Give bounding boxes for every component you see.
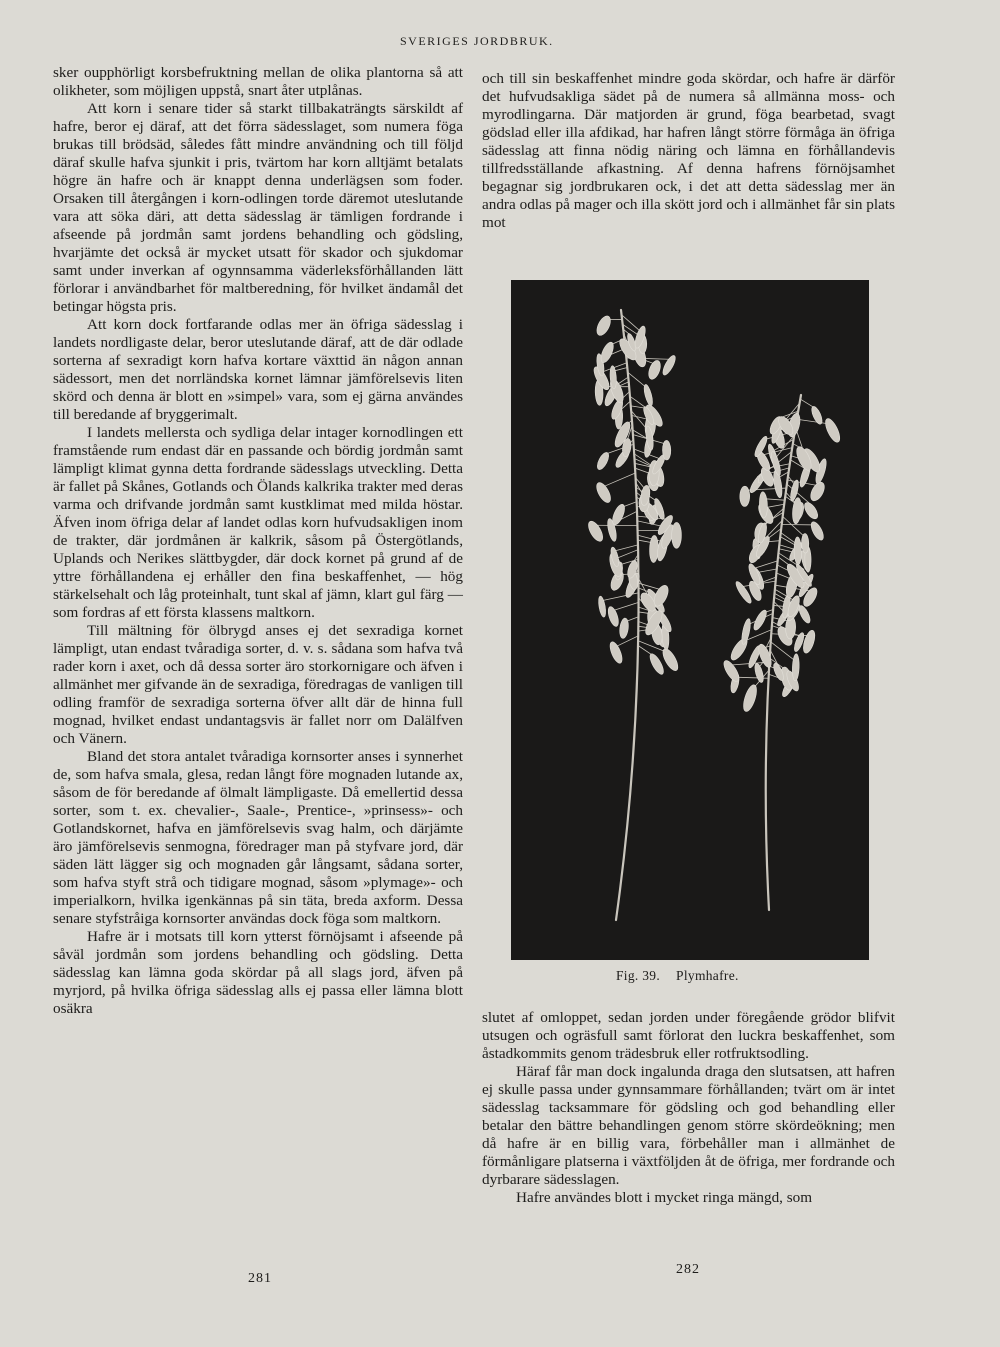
page-number-right: 282 xyxy=(676,1262,700,1277)
running-head: SVERIGES JORDBRUK. xyxy=(400,34,554,48)
oat-spikelet xyxy=(740,486,750,506)
figure-caption xyxy=(616,968,755,984)
paragraph: Att korn dock fortfarande odlas mer än öfriga sädesslag i landets nordligaste delar, beror uteslutande däraf, att de där odlade sorterna af sexradigt korn hafva kortare växttid än någon annan sädessort, men det norrländska kornet lämnar jämförelsevis liten skörd och denna är blott en »simpel» vara, som ej gärna användes till beredande af bryggerimalt. xyxy=(53,316,463,423)
figure-number: Fig. 39. xyxy=(616,968,661,983)
paragraph: Till mältning för ölbrygd anses ej det sexradiga kornet lämpligt, utan endast tvåradiga sorter, d. v. s. sådana som hafva två rader korn i axet, och då dessa sorter äro storkornigare och äfven i allmänhet mer gifvande än de sexradiga, föredragas de vanligen till odling framför de sexradiga sorterna öfver allt där de hinna full mognad, hvilket endast undantagsvis är fallet norr om Dalälfven och Vänern. xyxy=(53,622,463,747)
oat-plant-photograph xyxy=(511,280,869,960)
paragraph: Hafre är i motsats till korn ytterst förnöjsamt i afseende på såväl jordmån som jordens behandling och gödsling. Detta sädesslag kan lämna goda skördar på all slags jord, äfven på myrjord, på hvilka öfriga sädesslag alls ej passa eller lämna blott osäkra xyxy=(53,928,463,1017)
left-text-column xyxy=(53,64,463,1018)
oat-spikelet xyxy=(672,522,682,548)
paragraph: Bland det stora antalet tvåradiga kornsorter anses i synnerhet de, som hafva smala, glesa, redan långt före mognaden lutande ax, såsom de för beredande af ölmalt lämpligaste. Då emellertid dessa sorter, som t. ex. chevalier-, Saale-, Prentice-, »prinsess»- och Gotlandskornet, hafva en jämförelsevis svag halm, och därjämte äro jämförelsevis senmogna, föredrager man på styfvare jord, där säden lätt lägger sig och mognaden går långsamt, sådana sorter, som hafva styft strå och tidigare mognad, såsom »plymage»- och imperialkorn, hvilka igenkännas på sin täta, breda axform. Dessa senare styfstråiga kornsorter användas dock föga som maltkorn. xyxy=(53,748,463,927)
oat-spikelet xyxy=(662,440,671,460)
paragraph: slutet af omloppet, sedan jorden under föregående grödor blifvit utsugen och ogräsfull samt förlorat den luckra beskaffenhet, som åstadkommits genom trädesbruk eller rotfruktsodling. xyxy=(482,1009,895,1062)
paragraph: Att korn i senare tider så starkt tillbakaträngts särskildt af hafre, beror ej däraf, att det förra sädesslaget, som numera föga brukas till brödsäd, således fått mindre användning och till följd däraf skulle hafva sjunkit i pris, tvärtom har korn alltjämt betalats högre än hafre och är knappt denna underlägsen som foder. Orsaken till återgången i korn-odlingen torde däremot uteslutande vara att söka däri, att detta sädesslag är tämligen fordrande i afseende på jordmån samt jordens behandling och gödsling, hvarjämte det också är mycket utsatt för skador och sjukdomar samt under inverkan af ogynnsamma väderleksförhållanden lätt förlorar i användbarhet för maltberedning, för hvilket ändamål det betingar högsta pris. xyxy=(53,100,463,315)
right-text-column-bottom xyxy=(482,1009,895,1207)
paragraph: Hafre användes blott i mycket ringa mängd, som xyxy=(516,1189,813,1206)
paragraph: I landets mellersta och sydliga delar intager kornodlingen ett framstående rum endast där en passande och bördig jordmån samt lämpligt klimat gynna detta fordrande sädesslags utveckling. Detta är fallet på Skånes, Gotlands och Ölands kalkrika trakter med deras varma och drifvande jordmån samt kustklimat med milda höstar. Äfven inom öfriga delar af landet odlas korn hufvudsakligen inom de trakter, där jordmånen är kalkrik, såsom på Östergötlands, Uplands och Nerikes slättbygder, där dock kornet på grund af de yttre förhållandena ej erhåller den fina beskaffenhet, — hög stärkelsehalt och låg proteinhalt, tunt skal af jämn, klart gul färg — som fordras af ett första klassens maltkorn. xyxy=(53,424,463,621)
oat-panicle-illustration xyxy=(511,280,869,960)
page-number-left: 281 xyxy=(248,1271,272,1286)
paragraph: Häraf får man dock ingalunda draga den slutsatsen, att hafren ej skulle passa under gynnsammare förhållanden; tvärt om är intet sädesslag tacksammare för gödsling och god behandling eller betalar den bättre behandlingen genom större skördeökning; men då hafre är en billig vara, förbehåller man i allmänhet de förmånligare platserna i växtföljden åt de öfriga, mer fordrande och dyrbarare sädesslagen. xyxy=(482,1063,895,1188)
right-text-column-top xyxy=(482,70,895,232)
paragraph: och till sin beskaffenhet mindre goda skördar, och hafre är därför det hufvudsakliga sädet på de numera så allmänna moss- och myrodlingarna. Där matjorden är grund, föga bearbetad, svagt gödslad eller illa afdikad, har hafren långt större förmåga än öfriga sädesslag att finna nödig näring och lämna en förhållandevis tillfredsställande afkastning. Af denna hafrens förnöjsamhet begagnar sig jordbrukaren ock, i det att detta sädesslag mer än andra odlas på mager och illa skött jord och i allmänhet får sin plats mot xyxy=(482,70,895,231)
figure-title: Plymhafre. xyxy=(676,968,739,983)
paragraph: sker oupphörligt korsbefruktning mellan de olika plantorna så att olikheter, som möjligen uppstå, snart åter utplånas. xyxy=(53,64,463,99)
